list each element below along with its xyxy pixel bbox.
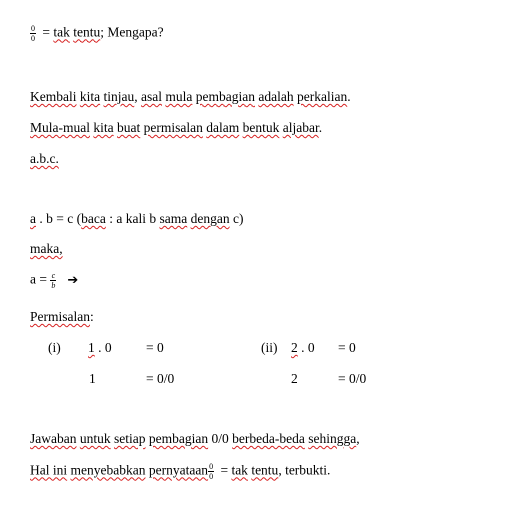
variables-line <box>30 151 59 167</box>
word: menyebabkan <box>70 462 146 478</box>
example-2-second-value: 2 <box>291 371 298 386</box>
dot-zero: . 0 <box>297 340 315 355</box>
period: . <box>318 120 323 135</box>
separator: , <box>134 89 141 104</box>
word: aljabar <box>282 120 319 135</box>
word: permisalan <box>143 120 203 135</box>
variables-text: a.b.c. <box>30 151 59 166</box>
c-over-b-fraction <box>50 271 56 290</box>
paragraph-assumption <box>30 120 322 136</box>
word: tak <box>53 24 70 40</box>
equation-definition <box>30 211 243 227</box>
example-1-label: (i) <box>48 340 61 355</box>
word: bentuk <box>242 120 280 135</box>
example-1-second-result: = 0/0 <box>146 371 175 386</box>
equals-text: = <box>217 462 232 478</box>
word: Hal ini <box>30 462 68 478</box>
equation-text: b = c ( <box>46 211 82 226</box>
dot-zero: . 0 <box>94 340 112 355</box>
example-2-result: = 0 <box>338 340 356 355</box>
maka-line <box>30 241 63 257</box>
word: tinjau <box>103 89 135 104</box>
word: Mula-mual <box>30 120 90 135</box>
maka-text: maka, <box>30 241 63 256</box>
word: sehingga <box>308 431 357 446</box>
permisalan-line <box>30 309 94 325</box>
word: dengan <box>190 211 230 226</box>
example-2-label: (ii) <box>261 340 278 355</box>
number: 1 <box>88 340 95 355</box>
example-1-expression <box>88 340 112 356</box>
word: tak <box>231 462 248 478</box>
number: 2 <box>291 340 298 355</box>
fraction-numerator: c <box>51 271 56 280</box>
word: Jawaban <box>30 431 77 446</box>
word: Kembali <box>30 89 77 104</box>
a-equals-line <box>30 271 78 290</box>
word: untuk <box>79 431 111 446</box>
word: perkalian <box>296 89 348 104</box>
example-2-expression <box>291 340 315 356</box>
word: pembagian <box>148 431 209 446</box>
word: mula <box>165 89 193 104</box>
word: setiap <box>114 431 146 446</box>
zero-over-zero-fraction <box>30 24 36 43</box>
example-2-second-result: = 0/0 <box>338 371 367 386</box>
a-equals-text: a = <box>30 271 51 287</box>
fraction-numerator: 0 <box>31 24 35 33</box>
word: asal <box>141 89 162 104</box>
fraction-denominator: b <box>51 281 56 290</box>
paragraph-conclusion <box>30 462 330 481</box>
word: adalah <box>258 89 294 104</box>
fraction-denominator: 0 <box>209 472 214 481</box>
fraction-denominator: 0 <box>31 34 35 43</box>
comma: , <box>356 431 360 446</box>
example-1-result: = 0 <box>146 340 164 355</box>
right-arrow-icon: ➔ <box>67 272 79 288</box>
word: baca <box>81 211 106 226</box>
dot-operator: . <box>36 211 47 226</box>
example-1-second-value: 1 <box>89 371 96 386</box>
equation-text: c) <box>229 211 244 226</box>
paragraph-review <box>30 89 351 105</box>
word: pernyataan <box>148 462 209 478</box>
permisalan-text: Permisalan <box>30 309 90 324</box>
zero-over-zero-text: 0/0 <box>208 431 233 446</box>
word: tentu <box>251 462 279 478</box>
word: dalam <box>206 120 240 135</box>
question-text: ; Mengapa? <box>100 24 164 40</box>
word: tentu <box>73 24 101 40</box>
variable-a: a <box>30 211 36 226</box>
word: pembagian <box>195 89 255 104</box>
question-line <box>30 24 164 43</box>
period: . <box>347 89 351 104</box>
equals-text: = <box>39 24 54 40</box>
paragraph-answer <box>30 431 360 447</box>
equation-text: : a kali b <box>105 211 160 226</box>
conclusion-text: , terbukti. <box>278 462 331 478</box>
word: buat <box>117 120 141 135</box>
fraction-numerator: 0 <box>209 462 214 471</box>
word: berbeda-beda <box>232 431 305 446</box>
colon: : <box>90 309 94 324</box>
word: kita <box>79 89 101 104</box>
word: kita <box>93 120 114 135</box>
zero-over-zero-fraction <box>208 462 214 481</box>
word: sama <box>159 211 188 226</box>
